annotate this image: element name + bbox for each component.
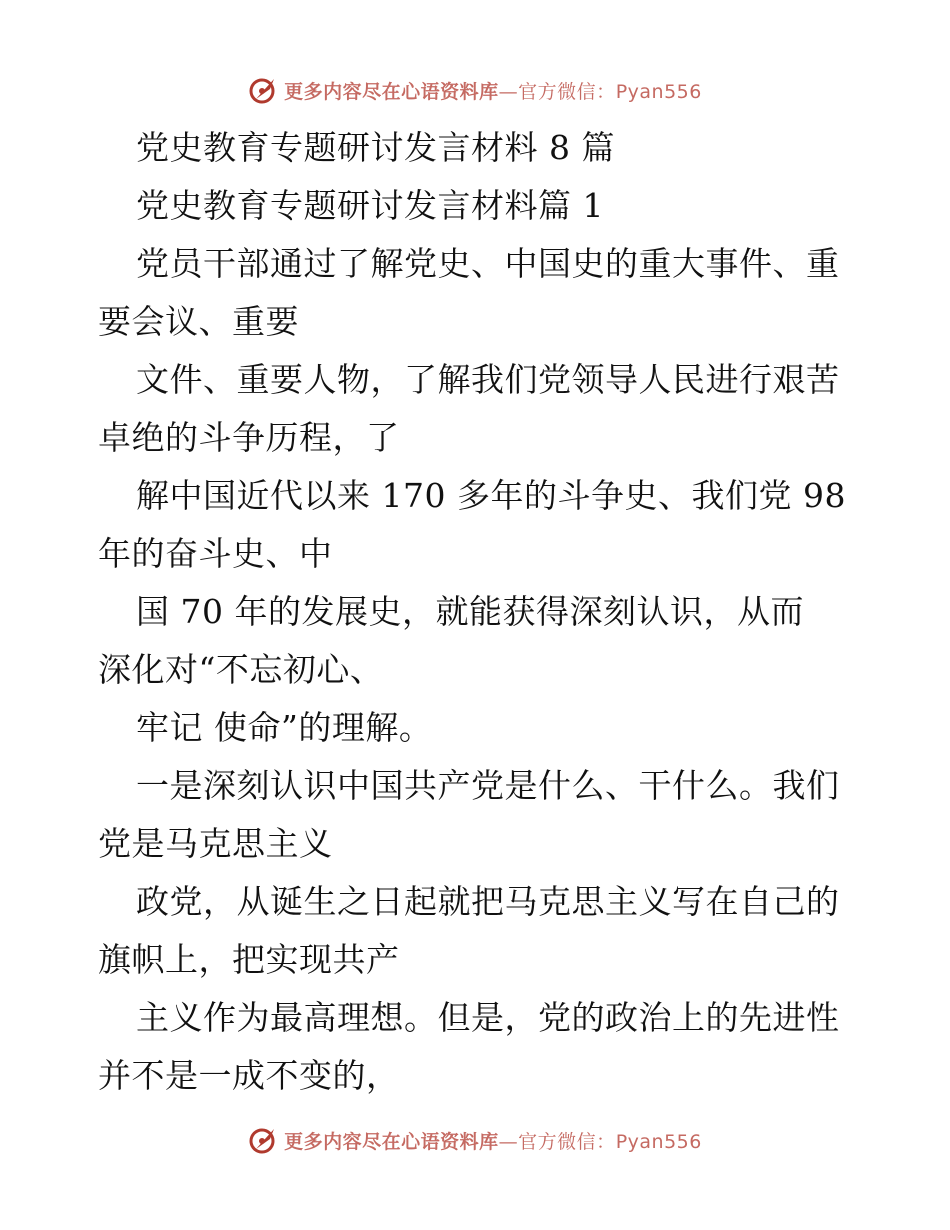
paragraph-line: 党员干部通过了解党史、中国史的重大事件、重	[136, 244, 840, 283]
paragraph-line: 主义作为最高理想。但是，党的政治上的先进性	[136, 998, 840, 1037]
watermark-text-light: —官方微信：	[498, 80, 616, 103]
paragraph-line: 并不是一成不变的，	[98, 1056, 400, 1095]
paragraph-line: 年的奋斗史、中	[98, 534, 333, 573]
watermark-text-bold: 更多内容尽在心语资料库	[284, 80, 499, 103]
paragraph-line: 深化对“不忘初心、	[98, 650, 384, 689]
watermark-text-light: —官方微信：	[498, 1130, 616, 1153]
paragraph-line: 卓绝的斗争历程，了	[98, 418, 400, 457]
quill-circle-logo-icon	[248, 75, 278, 105]
quill-circle-logo-icon	[248, 1125, 278, 1155]
paragraph-line: 国 70 年的发展史，就能获得深刻认识，从而	[136, 592, 804, 631]
paragraph-line: 旗帜上，把实现共产	[98, 940, 400, 979]
paragraph-line: 解中国近代以来 170 多年的斗争史、我们党 98	[136, 476, 846, 515]
watermark-text	[284, 1127, 702, 1154]
footer-watermark	[0, 1120, 950, 1160]
paragraph-line: 文件、重要人物，了解我们党领导人民进行艰苦	[136, 360, 840, 399]
paragraph-line: 牢记 使命”的理解。	[136, 708, 433, 747]
watermark-wechat-id: Pyan556	[615, 1130, 702, 1153]
paragraph-line: 要会议、重要	[98, 302, 299, 341]
paragraph-line: 党是马克思主义	[98, 824, 333, 863]
paragraph-line: 政党，从诞生之日起就把马克思主义写在自己的	[136, 882, 840, 921]
watermark-text	[284, 77, 702, 104]
paragraph-line: 一是深刻认识中国共产党是什么、干什么。我们	[136, 766, 840, 805]
document-title: 党史教育专题研讨发言材料 8 篇	[136, 128, 615, 167]
section-heading: 党史教育专题研讨发言材料篇 1	[136, 186, 604, 225]
watermark-text-bold: 更多内容尽在心语资料库	[284, 1130, 499, 1153]
header-watermark	[0, 70, 950, 110]
watermark-wechat-id: Pyan556	[615, 80, 702, 103]
